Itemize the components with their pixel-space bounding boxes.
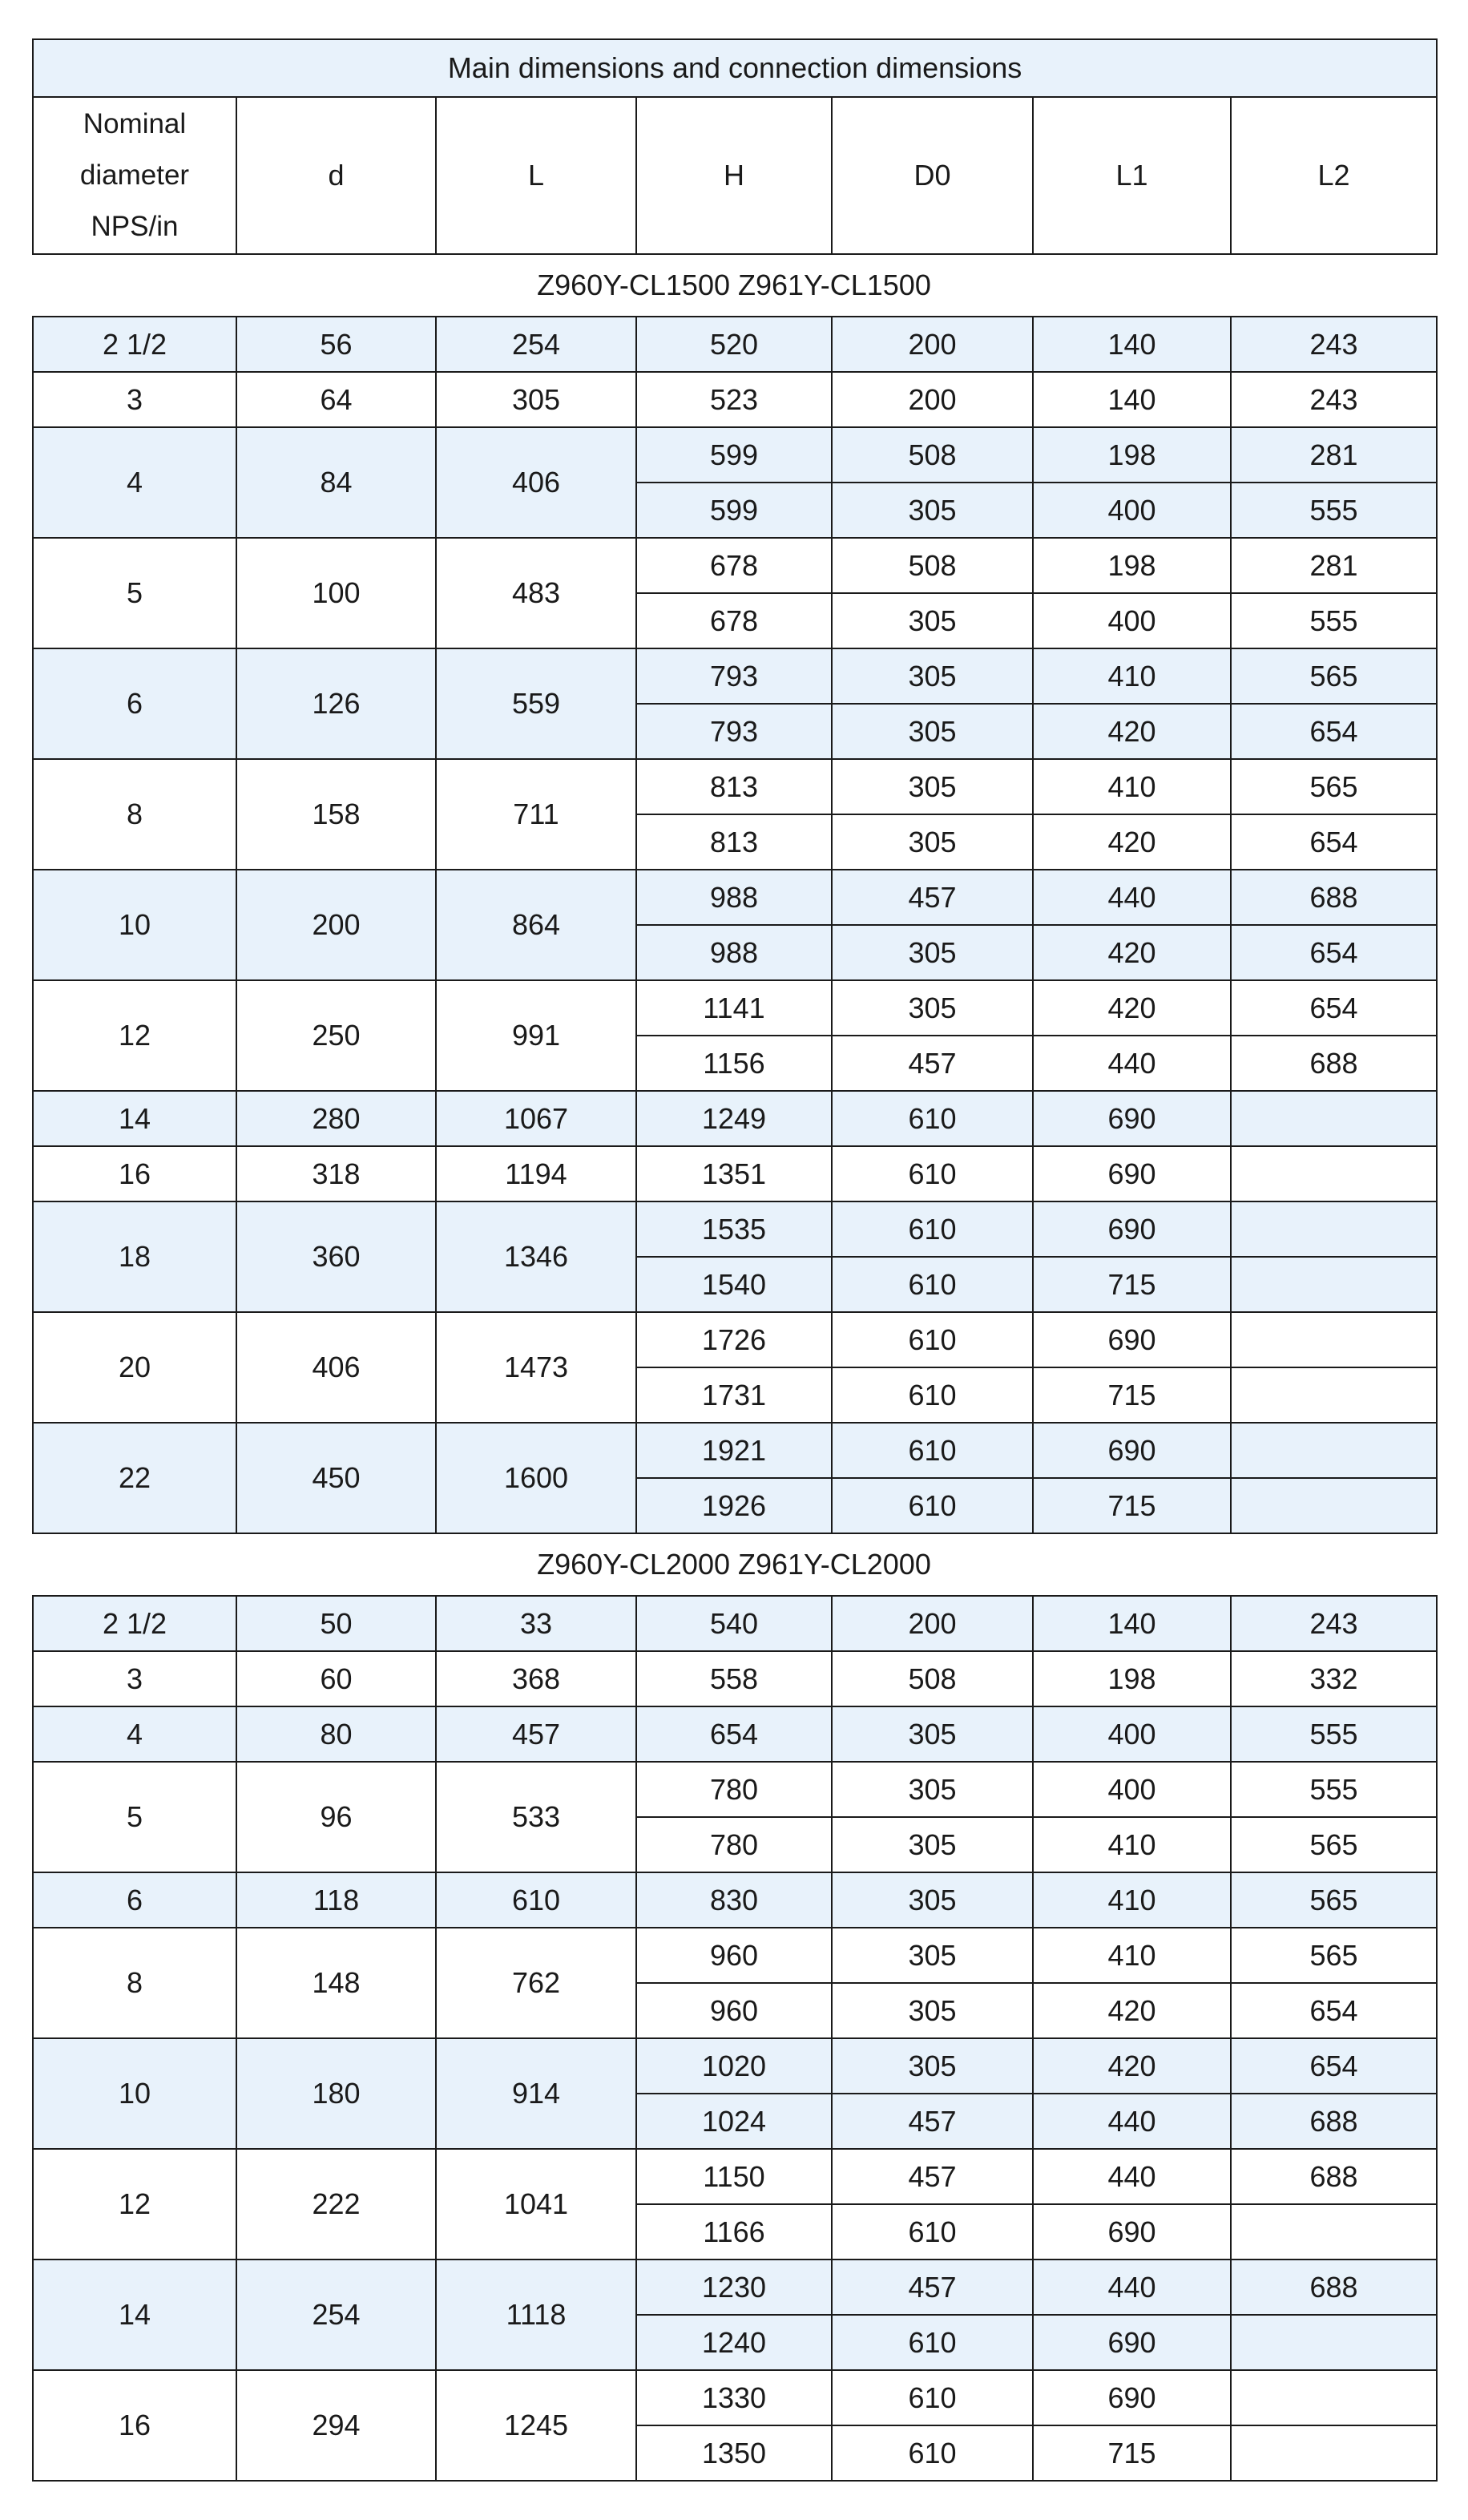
table-row [33, 1423, 1437, 1478]
cell-D0: 305 [832, 1762, 1033, 1817]
cell-L1: 690 [1033, 1146, 1231, 1201]
cell-L2 [1231, 2370, 1437, 2425]
cell-nps: 6 [33, 1872, 236, 1928]
cell-H: 1350 [636, 2425, 832, 2481]
cell-L1: 440 [1033, 2149, 1231, 2204]
cell-d: 318 [236, 1146, 436, 1201]
cell-H: 780 [636, 1762, 832, 1817]
table-row [33, 870, 1437, 925]
header-nominal-line3: NPS/in [91, 211, 179, 242]
cell-D0: 610 [832, 1478, 1033, 1533]
cell-D0: 610 [832, 1367, 1033, 1423]
section2-table [32, 1595, 1438, 2482]
cell-L1: 140 [1033, 372, 1231, 427]
header-H: H [636, 97, 832, 254]
cell-d: 118 [236, 1872, 436, 1928]
cell-L1: 715 [1033, 1257, 1231, 1312]
cell-d: 126 [236, 648, 436, 759]
cell-nps: 8 [33, 759, 236, 870]
cell-d: 360 [236, 1201, 436, 1312]
table-row [33, 538, 1437, 593]
cell-L1: 440 [1033, 1036, 1231, 1091]
table-row [33, 1928, 1437, 1983]
cell-H: 960 [636, 1983, 832, 2038]
cell-L: 457 [436, 1706, 636, 1762]
cell-L2: 654 [1231, 704, 1437, 759]
table-row [33, 1651, 1437, 1706]
cell-D0: 610 [832, 1091, 1033, 1146]
cell-D0: 610 [832, 2204, 1033, 2260]
cell-H: 1141 [636, 980, 832, 1036]
cell-D0: 610 [832, 1312, 1033, 1367]
cell-L1: 400 [1033, 1706, 1231, 1762]
cell-H: 1330 [636, 2370, 832, 2425]
cell-D0: 508 [832, 538, 1033, 593]
cell-D0: 610 [832, 2370, 1033, 2425]
cell-H: 678 [636, 538, 832, 593]
table-row [33, 2149, 1437, 2204]
cell-D0: 305 [832, 593, 1033, 648]
cell-D0: 508 [832, 1651, 1033, 1706]
cell-d: 222 [236, 2149, 436, 2260]
cell-d: 60 [236, 1651, 436, 1706]
cell-D0: 610 [832, 1423, 1033, 1478]
cell-d: 50 [236, 1596, 436, 1651]
cell-D0: 457 [832, 1036, 1033, 1091]
cell-L: 711 [436, 759, 636, 870]
cell-H: 813 [636, 814, 832, 870]
cell-D0: 610 [832, 1201, 1033, 1257]
cell-nps: 3 [33, 372, 236, 427]
cell-D0: 305 [832, 483, 1033, 538]
table-row [33, 317, 1437, 372]
cell-L2 [1231, 2204, 1437, 2260]
cell-nps: 10 [33, 870, 236, 980]
cell-L2: 281 [1231, 538, 1437, 593]
cell-L: 1067 [436, 1091, 636, 1146]
cell-L2: 565 [1231, 1928, 1437, 1983]
cell-D0: 305 [832, 1817, 1033, 1872]
cell-L1: 198 [1033, 1651, 1231, 1706]
cell-L1: 690 [1033, 1201, 1231, 1257]
cell-L2: 555 [1231, 483, 1437, 538]
cell-L: 1473 [436, 1312, 636, 1423]
cell-H: 813 [636, 759, 832, 814]
cell-L: 914 [436, 2038, 636, 2149]
cell-d: 84 [236, 427, 436, 538]
cell-D0: 305 [832, 648, 1033, 704]
cell-L: 533 [436, 1762, 636, 1872]
cell-L2: 565 [1231, 1817, 1437, 1872]
cell-L2: 243 [1231, 372, 1437, 427]
cell-H: 1249 [636, 1091, 832, 1146]
cell-nps: 12 [33, 980, 236, 1091]
cell-d: 64 [236, 372, 436, 427]
cell-L: 1194 [436, 1146, 636, 1201]
cell-H: 1230 [636, 2260, 832, 2315]
cell-L2: 688 [1231, 2094, 1437, 2149]
cell-L1: 715 [1033, 1367, 1231, 1423]
cell-H: 988 [636, 870, 832, 925]
cell-D0: 305 [832, 2038, 1033, 2094]
cell-D0: 508 [832, 427, 1033, 483]
cell-D0: 305 [832, 1928, 1033, 1983]
table-row [33, 372, 1437, 427]
table-row [33, 2260, 1437, 2315]
cell-H: 540 [636, 1596, 832, 1651]
cell-L1: 420 [1033, 704, 1231, 759]
header-table [32, 38, 1438, 255]
cell-H: 1020 [636, 2038, 832, 2094]
cell-d: 450 [236, 1423, 436, 1533]
header-L2: L2 [1231, 97, 1437, 254]
cell-L1: 690 [1033, 2204, 1231, 2260]
cell-H: 793 [636, 648, 832, 704]
table-row [33, 2370, 1437, 2425]
cell-D0: 610 [832, 2315, 1033, 2370]
cell-d: 406 [236, 1312, 436, 1423]
cell-L: 483 [436, 538, 636, 648]
cell-nps: 8 [33, 1928, 236, 2038]
cell-H: 1921 [636, 1423, 832, 1478]
cell-d: 254 [236, 2260, 436, 2370]
cell-nps: 4 [33, 1706, 236, 1762]
cell-L2 [1231, 1257, 1437, 1312]
cell-D0: 305 [832, 759, 1033, 814]
table-row [33, 1146, 1437, 1201]
cell-nps: 3 [33, 1651, 236, 1706]
cell-d: 148 [236, 1928, 436, 2038]
cell-L1: 690 [1033, 2370, 1231, 2425]
cell-H: 1535 [636, 1201, 832, 1257]
cell-L2 [1231, 1091, 1437, 1146]
cell-D0: 305 [832, 1983, 1033, 2038]
cell-L2: 565 [1231, 759, 1437, 814]
cell-H: 1166 [636, 2204, 832, 2260]
cell-L2: 243 [1231, 317, 1437, 372]
table-row [33, 1706, 1437, 1762]
cell-D0: 610 [832, 2425, 1033, 2481]
cell-L1: 198 [1033, 427, 1231, 483]
table-row [33, 1201, 1437, 1257]
cell-L: 559 [436, 648, 636, 759]
cell-L2 [1231, 1367, 1437, 1423]
cell-L1: 440 [1033, 2094, 1231, 2149]
table-row [33, 1596, 1437, 1651]
cell-L1: 690 [1033, 1312, 1231, 1367]
cell-L2 [1231, 1201, 1437, 1257]
cell-nps: 10 [33, 2038, 236, 2149]
cell-H: 678 [636, 593, 832, 648]
cell-L1: 410 [1033, 1817, 1231, 1872]
cell-L: 254 [436, 317, 636, 372]
dimensions-document [32, 38, 1436, 2482]
cell-L2: 654 [1231, 2038, 1437, 2094]
cell-D0: 200 [832, 1596, 1033, 1651]
cell-H: 1156 [636, 1036, 832, 1091]
cell-H: 599 [636, 483, 832, 538]
cell-H: 558 [636, 1651, 832, 1706]
table-row [33, 1762, 1437, 1817]
cell-d: 280 [236, 1091, 436, 1146]
table-row [33, 1312, 1437, 1367]
cell-L2 [1231, 1423, 1437, 1478]
cell-L2 [1231, 2425, 1437, 2481]
cell-H: 654 [636, 1706, 832, 1762]
cell-L2 [1231, 2315, 1437, 2370]
cell-nps: 16 [33, 1146, 236, 1201]
cell-nps: 4 [33, 427, 236, 538]
cell-D0: 305 [832, 1872, 1033, 1928]
cell-D0: 305 [832, 980, 1033, 1036]
cell-H: 1240 [636, 2315, 832, 2370]
cell-D0: 457 [832, 2260, 1033, 2315]
cell-L1: 410 [1033, 648, 1231, 704]
cell-d: 80 [236, 1706, 436, 1762]
header-L1: L1 [1033, 97, 1231, 254]
header-nominal-line1: Nominal [83, 108, 187, 139]
table-row [33, 2038, 1437, 2094]
cell-H: 1726 [636, 1312, 832, 1367]
cell-D0: 457 [832, 2094, 1033, 2149]
cell-L: 762 [436, 1928, 636, 2038]
cell-D0: 305 [832, 1706, 1033, 1762]
cell-d: 96 [236, 1762, 436, 1872]
header-d: d [236, 97, 436, 254]
cell-H: 523 [636, 372, 832, 427]
cell-L1: 690 [1033, 1423, 1231, 1478]
cell-D0: 457 [832, 870, 1033, 925]
table-title: Main dimensions and connection dimensions [33, 39, 1437, 97]
cell-L1: 440 [1033, 2260, 1231, 2315]
section2-title: Z960Y-CL2000 Z961Y-CL2000 [537, 1548, 931, 1581]
cell-L2: 654 [1231, 925, 1437, 980]
cell-nps: 2 1/2 [33, 317, 236, 372]
cell-d: 158 [236, 759, 436, 870]
cell-L1: 690 [1033, 2315, 1231, 2370]
cell-D0: 610 [832, 1257, 1033, 1312]
cell-L2: 654 [1231, 814, 1437, 870]
cell-L: 1118 [436, 2260, 636, 2370]
cell-D0: 610 [832, 1146, 1033, 1201]
cell-H: 1024 [636, 2094, 832, 2149]
cell-L1: 140 [1033, 317, 1231, 372]
cell-H: 830 [636, 1872, 832, 1928]
cell-D0: 305 [832, 814, 1033, 870]
cell-L: 1245 [436, 2370, 636, 2481]
cell-L2 [1231, 1146, 1437, 1201]
cell-d: 56 [236, 317, 436, 372]
cell-L1: 420 [1033, 2038, 1231, 2094]
cell-H: 793 [636, 704, 832, 759]
cell-H: 1731 [636, 1367, 832, 1423]
cell-L2: 654 [1231, 980, 1437, 1036]
cell-L1: 410 [1033, 759, 1231, 814]
cell-d: 294 [236, 2370, 436, 2481]
header-nominal-diameter [33, 97, 236, 254]
cell-H: 1150 [636, 2149, 832, 2204]
cell-L2: 565 [1231, 1872, 1437, 1928]
cell-L1: 440 [1033, 870, 1231, 925]
cell-L2: 565 [1231, 648, 1437, 704]
cell-L1: 420 [1033, 814, 1231, 870]
cell-L1: 140 [1033, 1596, 1231, 1651]
cell-L: 33 [436, 1596, 636, 1651]
cell-L: 1600 [436, 1423, 636, 1533]
table-row [33, 1872, 1437, 1928]
cell-L1: 410 [1033, 1872, 1231, 1928]
cell-L1: 420 [1033, 925, 1231, 980]
table-row [33, 427, 1437, 483]
cell-L: 1346 [436, 1201, 636, 1312]
cell-L: 991 [436, 980, 636, 1091]
cell-L2: 688 [1231, 2149, 1437, 2204]
section1-title: Z960Y-CL1500 Z961Y-CL1500 [537, 269, 931, 301]
cell-L2: 281 [1231, 427, 1437, 483]
header-nominal-line2: diameter [79, 160, 190, 191]
table-row [33, 980, 1437, 1036]
cell-nps: 12 [33, 2149, 236, 2260]
cell-L1: 198 [1033, 538, 1231, 593]
cell-L2: 688 [1231, 1036, 1437, 1091]
cell-H: 520 [636, 317, 832, 372]
cell-H: 1351 [636, 1146, 832, 1201]
cell-nps: 6 [33, 648, 236, 759]
cell-d: 100 [236, 538, 436, 648]
table-row [33, 648, 1437, 704]
cell-L1: 400 [1033, 593, 1231, 648]
cell-L: 610 [436, 1872, 636, 1928]
cell-L1: 400 [1033, 483, 1231, 538]
header-L: L [436, 97, 636, 254]
cell-L2: 555 [1231, 593, 1437, 648]
cell-H: 599 [636, 427, 832, 483]
cell-L1: 410 [1033, 1928, 1231, 1983]
cell-L2: 243 [1231, 1596, 1437, 1651]
cell-L1: 420 [1033, 980, 1231, 1036]
cell-nps: 14 [33, 1091, 236, 1146]
cell-D0: 200 [832, 372, 1033, 427]
cell-d: 250 [236, 980, 436, 1091]
cell-L: 864 [436, 870, 636, 980]
cell-H: 780 [636, 1817, 832, 1872]
section1-table [32, 316, 1438, 1534]
cell-L2: 555 [1231, 1706, 1437, 1762]
cell-L: 406 [436, 427, 636, 538]
cell-nps: 20 [33, 1312, 236, 1423]
cell-D0: 305 [832, 925, 1033, 980]
cell-L: 305 [436, 372, 636, 427]
cell-L2 [1231, 1312, 1437, 1367]
cell-L1: 400 [1033, 1762, 1231, 1817]
cell-L2: 332 [1231, 1651, 1437, 1706]
cell-H: 1540 [636, 1257, 832, 1312]
cell-L: 368 [436, 1651, 636, 1706]
cell-H: 988 [636, 925, 832, 980]
cell-nps: 18 [33, 1201, 236, 1312]
table-row [33, 759, 1437, 814]
cell-H: 1926 [636, 1478, 832, 1533]
cell-L2: 555 [1231, 1762, 1437, 1817]
cell-L2: 688 [1231, 2260, 1437, 2315]
cell-L1: 715 [1033, 1478, 1231, 1533]
cell-nps: 14 [33, 2260, 236, 2370]
cell-L2 [1231, 1478, 1437, 1533]
cell-L2: 654 [1231, 1983, 1437, 2038]
cell-nps: 5 [33, 1762, 236, 1872]
cell-D0: 305 [832, 704, 1033, 759]
cell-D0: 457 [832, 2149, 1033, 2204]
cell-nps: 22 [33, 1423, 236, 1533]
cell-L2: 688 [1231, 870, 1437, 925]
cell-nps: 5 [33, 538, 236, 648]
cell-L1: 715 [1033, 2425, 1231, 2481]
cell-L1: 420 [1033, 1983, 1231, 2038]
cell-L1: 690 [1033, 1091, 1231, 1146]
cell-d: 200 [236, 870, 436, 980]
cell-nps: 16 [33, 2370, 236, 2481]
table-row [33, 1091, 1437, 1146]
header-D0: D0 [832, 97, 1033, 254]
cell-d: 180 [236, 2038, 436, 2149]
cell-D0: 200 [832, 317, 1033, 372]
cell-L: 1041 [436, 2149, 636, 2260]
cell-nps: 2 1/2 [33, 1596, 236, 1651]
cell-H: 960 [636, 1928, 832, 1983]
